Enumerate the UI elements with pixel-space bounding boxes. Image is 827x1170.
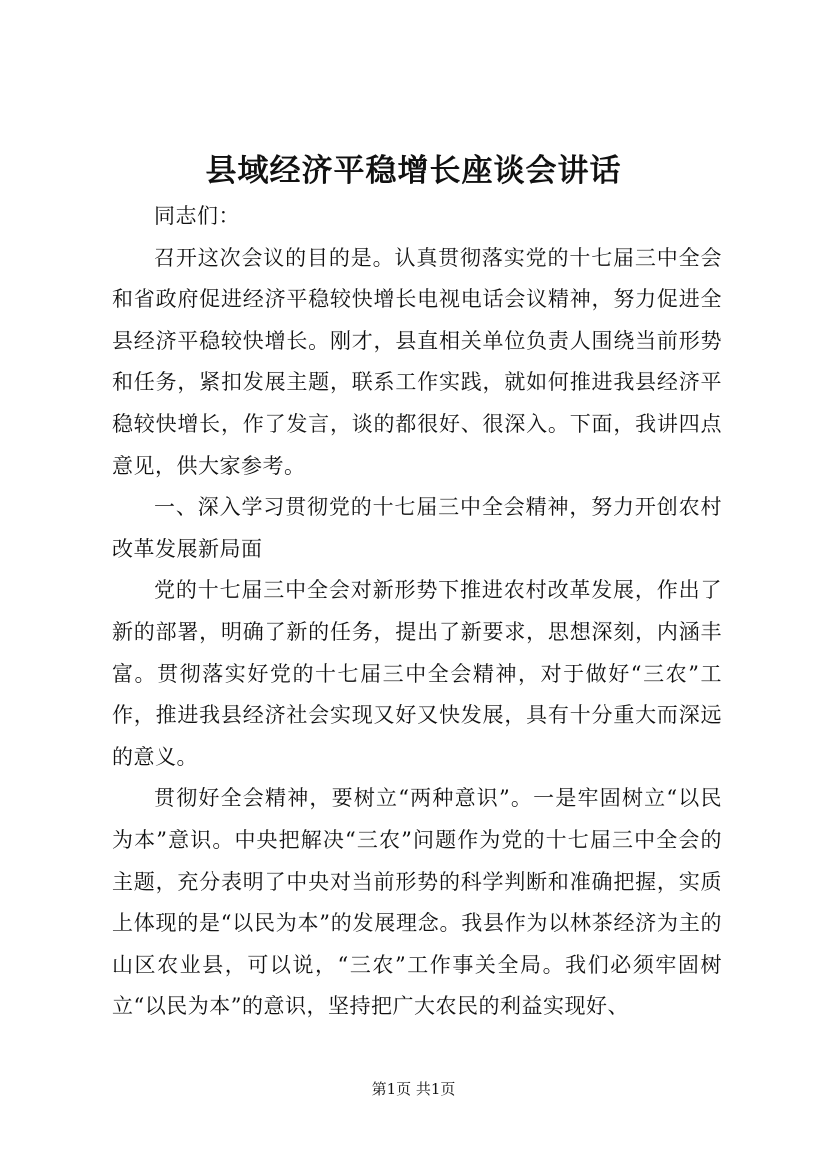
body-paragraph: 党的十七届三中全会对新形势下推进农村改革发展，作出了新的部署，明确了新的任务，提出了新要求，思想深刻，内涵丰富。贯彻落实好党的十七届三中全会精神，对于做好“三农”工作，推进我县经济社会实现又好又快发展，具有十分重大而深远的意义。 bbox=[112, 578, 722, 769]
document-body bbox=[112, 196, 722, 1028]
document-title: 县域经济平稳增长座谈会讲话 bbox=[205, 153, 622, 189]
body-paragraph: 召开这次会议的目的是。认真贯彻落实党的十七届三中全会和省政府促进经济平稳较快增长电视电话会议精神，努力促进全县经济平稳较快增长。刚才，县直相关单位负责人围绕当前形势和任务，紧扣发展主题，联系工作实践，就如何推进我县经济平稳较快增长，作了发言，谈的都很好、很深入。下面，我讲四点意见，供大家参考。 bbox=[112, 245, 722, 478]
body-paragraph: 贯彻好全会精神，要树立“两种意识”。一是牢固树立“以民为本”意识。中央把解决“三农”问题作为党的十七届三中全会的主题，充分表明了中央对当前形势的科学判断和准确把握，实质上体现的是“以民为本”的发展理念。我县作为以林茶经济为主的山区农业县，可以说，“三农”工作事关全局。我们必须牢固树立“以民为本”的意识，坚持把广大农民的利益实现好、 bbox=[112, 786, 722, 1019]
section-heading: 一、深入学习贯彻党的十七届三中全会精神，努力开创农村改革发展新局面 bbox=[112, 495, 722, 561]
salutation-paragraph: 同志们： bbox=[154, 204, 240, 228]
page-number-footer: 第1页 共1页 bbox=[371, 1080, 456, 1098]
